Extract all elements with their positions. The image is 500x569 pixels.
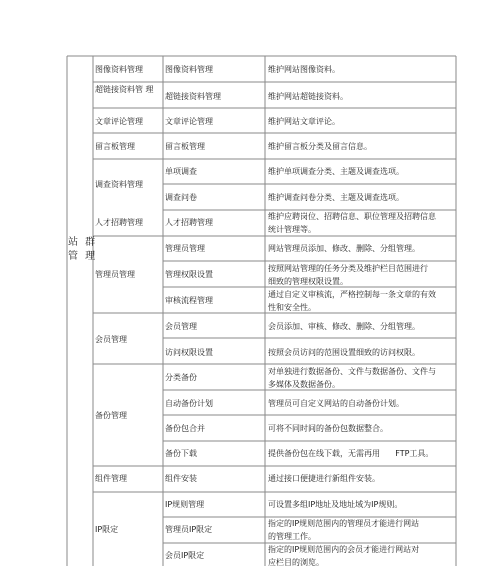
function-description: 通过接口便捷进行新组件安装。 (268, 474, 380, 483)
function-name: 管理权限设置 (165, 270, 213, 279)
function-name: 留言板管理 (165, 142, 205, 151)
function-description: 维护网站文章评论。 (268, 117, 340, 126)
function-name: 组件安装 (165, 474, 197, 483)
function-name: 文章评论管理 (165, 117, 213, 126)
group-name: 调查资料管理 (95, 180, 143, 189)
function-name: 分类备份 (165, 373, 197, 382)
function-description: 可将不同时间的备份包数据整合。 (268, 424, 388, 433)
function-description: 会员添加、审核、修改、删除、分组管理。 (268, 322, 420, 331)
function-description: 指定的IP规则范围内的管理员才能进行网站 的管理工作。 (268, 519, 420, 541)
function-name: 管理员IP限定 (165, 525, 213, 534)
function-description: 维护单项调查分类、主题及调查选项。 (268, 167, 404, 176)
group-name: 图像资料管理 (95, 65, 143, 74)
group-name: 留言板管理 (95, 142, 135, 151)
function-description: 维护网站图像资料。 (268, 65, 340, 74)
function-name: 访问权限设置 (165, 348, 213, 357)
function-description: 维护调查问卷分类、主题及调查选项。 (268, 193, 404, 202)
function-name: 图像资料管理 (165, 65, 213, 74)
group-name: IP限定 (95, 525, 119, 534)
function-name: 备份包合并 (165, 424, 205, 433)
group-name: 组件管理 (95, 474, 127, 483)
function-description: 维护网站超链接资料。 (268, 92, 348, 101)
group-name: 人才招聘管理 (95, 218, 143, 227)
category-label: 站 群 管 理 (68, 237, 98, 262)
function-name: 管理员管理 (165, 244, 205, 253)
function-name: 自动备份计划 (165, 399, 213, 408)
function-description: 维护留言板分类及留言信息。 (268, 142, 372, 151)
function-name: 人才招聘管理 (165, 218, 213, 227)
function-description: 提供备份包在线下载，无需再用 FTP工具。 (268, 449, 434, 458)
function-name: 会员IP限定 (165, 551, 205, 560)
function-description: 通过自定义审核流，严格控制每一条文章的有效 性和安全性。 (268, 290, 436, 312)
group-name: 文章评论管理 (95, 117, 143, 126)
function-name: 调查问卷 (165, 193, 197, 202)
function-description: 对单独进行数据备份、文件与数据备份、文件与 多媒体及数据备份。 (268, 367, 436, 389)
group-name: 会员管理 (95, 335, 127, 344)
group-name: 管理员管理 (95, 270, 135, 279)
function-name: IP规则管理 (165, 500, 205, 509)
function-name: 审核流程管理 (165, 296, 213, 305)
function-description: 指定的IP规则范围内的会员才能进行网站对 应栏目的浏览。 (268, 545, 420, 567)
function-description: 网站管理员添加、修改、删除、分组管理。 (268, 244, 420, 253)
function-description: 按照网站管理的任务分类及维护栏目范围进行 细致的管理权限设置。 (268, 264, 428, 286)
group-name: 超链接资料管 理 (95, 85, 154, 94)
function-name: 备份下载 (165, 449, 197, 458)
group-name: 备份管理 (95, 411, 127, 420)
function-name: 单项调查 (165, 167, 197, 176)
function-name: 会员管理 (165, 322, 197, 331)
function-description: 可设置多组IP地址及地址域为IP规则。 (268, 500, 403, 509)
function-name: 超链接资料管理 (165, 92, 221, 101)
function-description: 按照会员访问的范围设置细致的访问权限。 (268, 348, 420, 357)
function-description: 维护应聘岗位、招聘信息、职位管理及招聘信息 统计管理等。 (268, 212, 436, 234)
function-description: 管理员可自定义网站的自动备份计划。 (268, 399, 404, 408)
